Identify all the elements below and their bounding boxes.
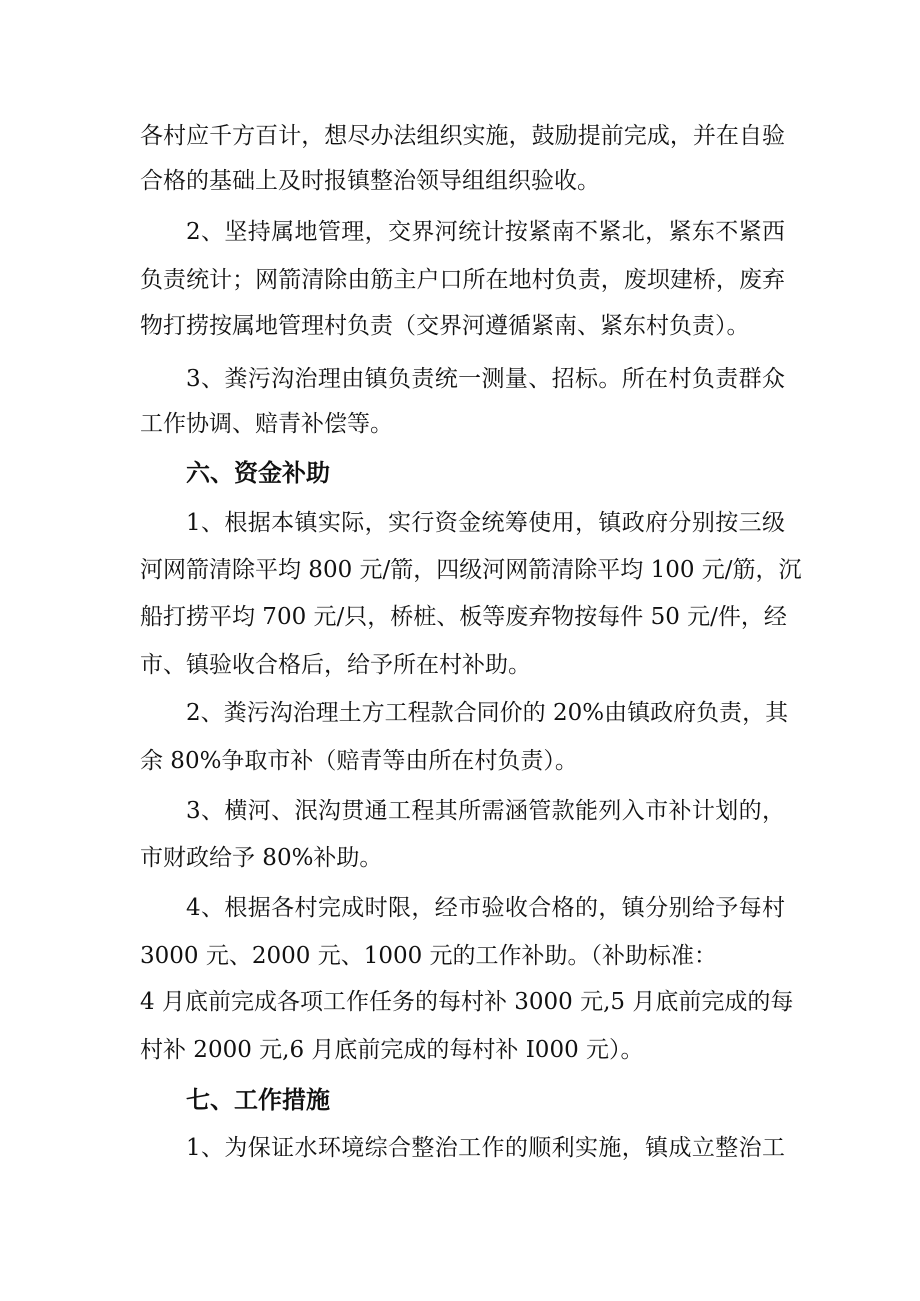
paragraph-line: 4 月底前完成各项工作任务的每村补 3000 元,5 月底前完成的每 — [140, 989, 794, 1015]
paragraph-line: 合格的基础上及时报镇整治领导组组织验收。 — [140, 168, 600, 194]
paragraph-line: 1、根据本镇实际，实行资金统筹使用，镇政府分别按三级 — [186, 510, 785, 536]
section-heading: 七、工作措施 — [186, 1086, 330, 1114]
paragraph-line: 船打捞平均 700 元/只，桥桩、板等废弃物按每件 50 元/件，经 — [140, 604, 787, 630]
paragraph-line: 物打捞按属地管理村负责（交界河遵循紧南、紧东村负责）。 — [140, 313, 750, 339]
paragraph-line: 3、横河、泯沟贯通工程其所需涵管款能列入市补计划的， — [186, 798, 785, 824]
paragraph-line: 工作协调、赔青补偿等。 — [140, 411, 393, 437]
paragraph-line: 2、坚持属地管理，交界河统计按紧南不紧北，紧东不紧西 — [186, 219, 785, 245]
paragraph-line: 市、镇验收合格后，给予所在村补助。 — [140, 652, 531, 678]
paragraph-line: 负责统计；网箭清除由筋主户口所在地村负责，废坝建桥，废弃 — [140, 267, 785, 293]
paragraph-line: 4、根据各村完成时限，经市验收合格的，镇分别给予每村 — [186, 895, 785, 921]
section-heading: 六、资金补助 — [186, 459, 330, 487]
paragraph-line: 余 80%争取市补（赔青等由所在村负责）。 — [140, 748, 578, 774]
paragraph-line: 3、粪污沟治理由镇负责统一测量、招标。所在村负责群众 — [186, 366, 785, 392]
paragraph-line: 河网箭清除平均 800 元/箭，四级河网箭清除平均 100 元/筋，沉 — [140, 557, 802, 583]
paragraph-line: 各村应千方百计，想尽办法组织实施，鼓励提前完成，并在自验 — [140, 123, 785, 149]
paragraph-line: 1、为保证水环境综合整治工作的顺利实施，镇成立整治工 — [186, 1135, 785, 1161]
paragraph-line: 2、粪污沟治理土方工程款合同价的 20%由镇政府负责，其 — [186, 700, 789, 726]
paragraph-line: 村补 2000 元,6 月底前完成的每村补 I000 元）。 — [140, 1037, 644, 1063]
paragraph-line: 3000 元、2000 元、1000 元的工作补助。（补助标准： — [140, 943, 718, 969]
paragraph-line: 市财政给予 80%补助。 — [140, 845, 383, 871]
